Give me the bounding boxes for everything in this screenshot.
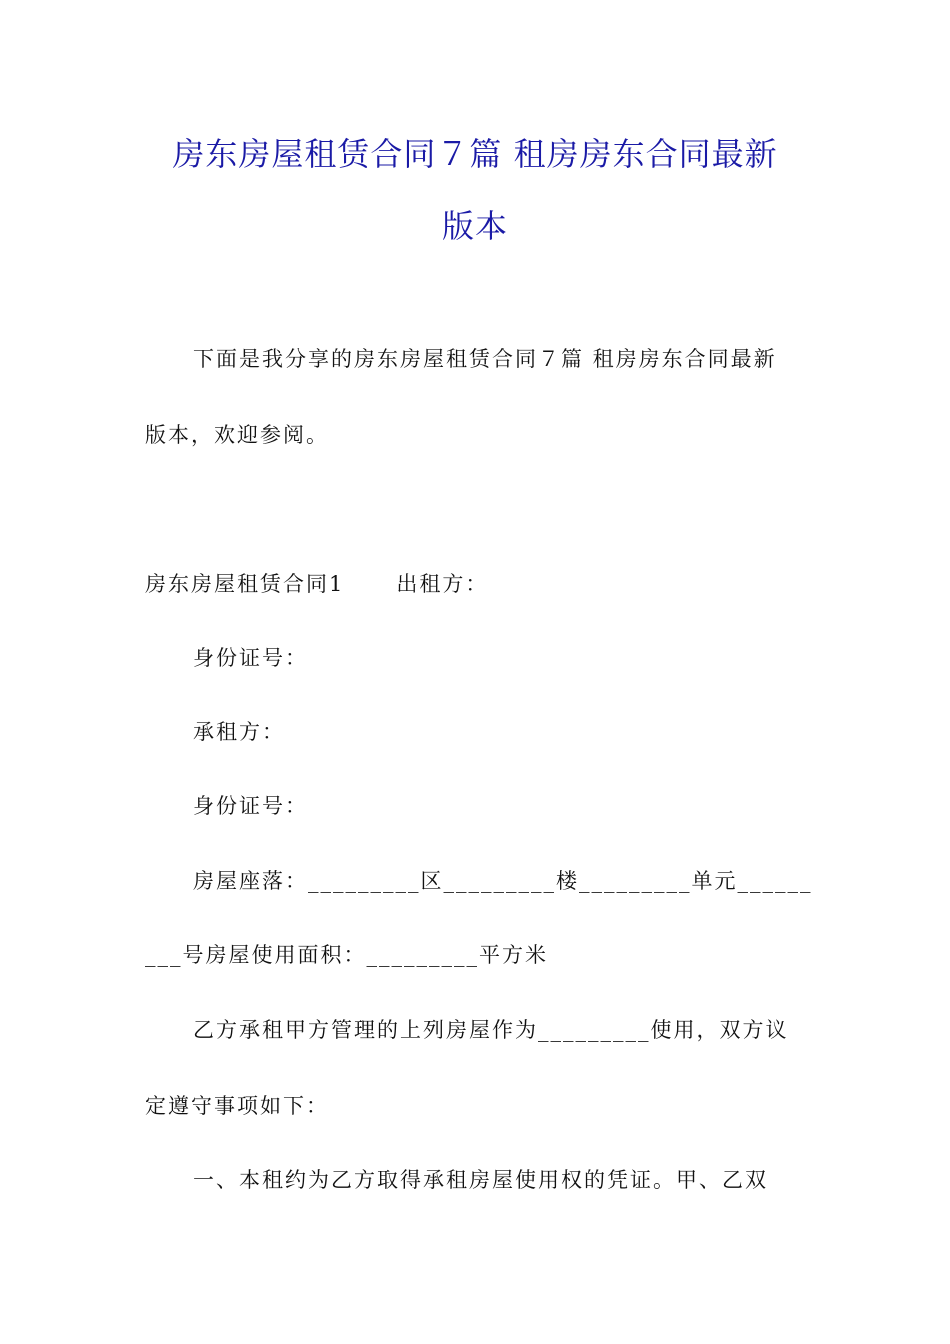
usage-line-1: 乙方承租甲方管理的上列房屋作为_________使用，双方议: [193, 1018, 789, 1042]
lessee-label: 承租方：: [193, 720, 285, 744]
lessor-label: 出租方：: [396, 572, 489, 596]
document-title-line-1: 房东房屋租赁合同７篇 租房房东合同最新: [172, 135, 778, 173]
usage-line-2: 定遵守事项如下：: [145, 1094, 329, 1118]
clause-1-line-1: 一、本租约为乙方取得承租房屋使用权的凭证。甲、乙双: [193, 1168, 768, 1192]
intro-paragraph-line-1: 下面是我分享的房东房屋租赁合同７篇 租房房东合同最新: [193, 347, 777, 371]
intro-paragraph-line-2: 版本，欢迎参阅。: [145, 423, 329, 447]
contract-heading-row: [145, 569, 488, 599]
document-title-line-2: 版本: [441, 207, 508, 245]
contract-heading: 房东房屋租赁合同1: [145, 572, 345, 596]
lessor-id-label: 身份证号：: [193, 646, 308, 670]
location-line-1: 房屋座落：_________区_________楼_________单元______: [193, 869, 813, 893]
lessee-id-label: 身份证号：: [193, 794, 308, 818]
location-line-2: ___号房屋使用面积：_________平方米: [145, 943, 548, 967]
